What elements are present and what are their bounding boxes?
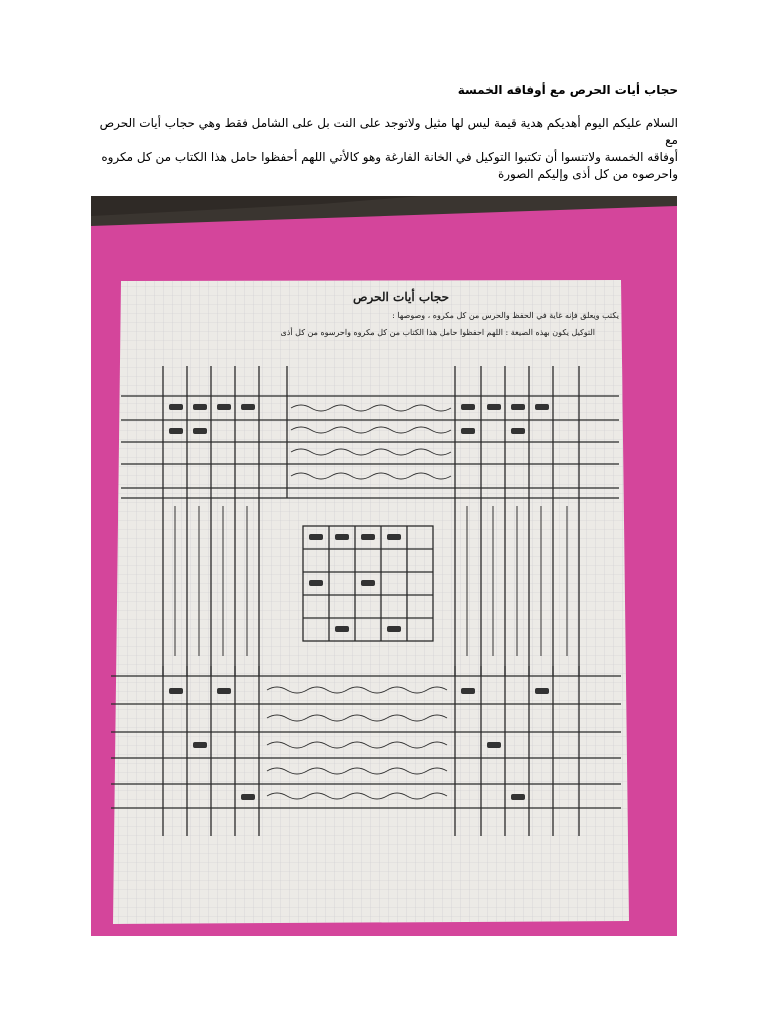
sheet-line: يكتب ويعلق فإنه غاية في الحفظ والحرس من كل مكروه ، وصوصها :: [392, 311, 619, 320]
body-line: أوفاقه الخمسة ولاتنسوا أن تكتبوا التوكيل في الخانة الفارغة وهو كالأتي اللهم أحفظوا حامل هذا الكتاب من كل مكروه: [101, 150, 678, 164]
sheet-line: التوكيل يكون بهذه الصيغة : اللهم احفظوا حامل هذا الكتاب من كل مكروه واحرسوه من كل أذى: [280, 328, 595, 337]
body-line: السلام عليكم اليوم أهديكم هدية قيمة ليس لها مثيل ولاتوجد على النت بل على الشامل فقط وهي حجاب أيات الحرص مع: [99, 116, 678, 147]
document-body: [90, 115, 678, 183]
talisman-photo: [91, 196, 677, 936]
photo-drawing: [91, 196, 677, 936]
body-line: واحرصوه من كل أذى وإليكم الصورة: [497, 167, 678, 181]
sheet-title: حجاب أيات الحرص: [353, 290, 449, 304]
document-title: حجاب أيات الحرص مع أوفاقه الخمسة: [457, 83, 678, 97]
